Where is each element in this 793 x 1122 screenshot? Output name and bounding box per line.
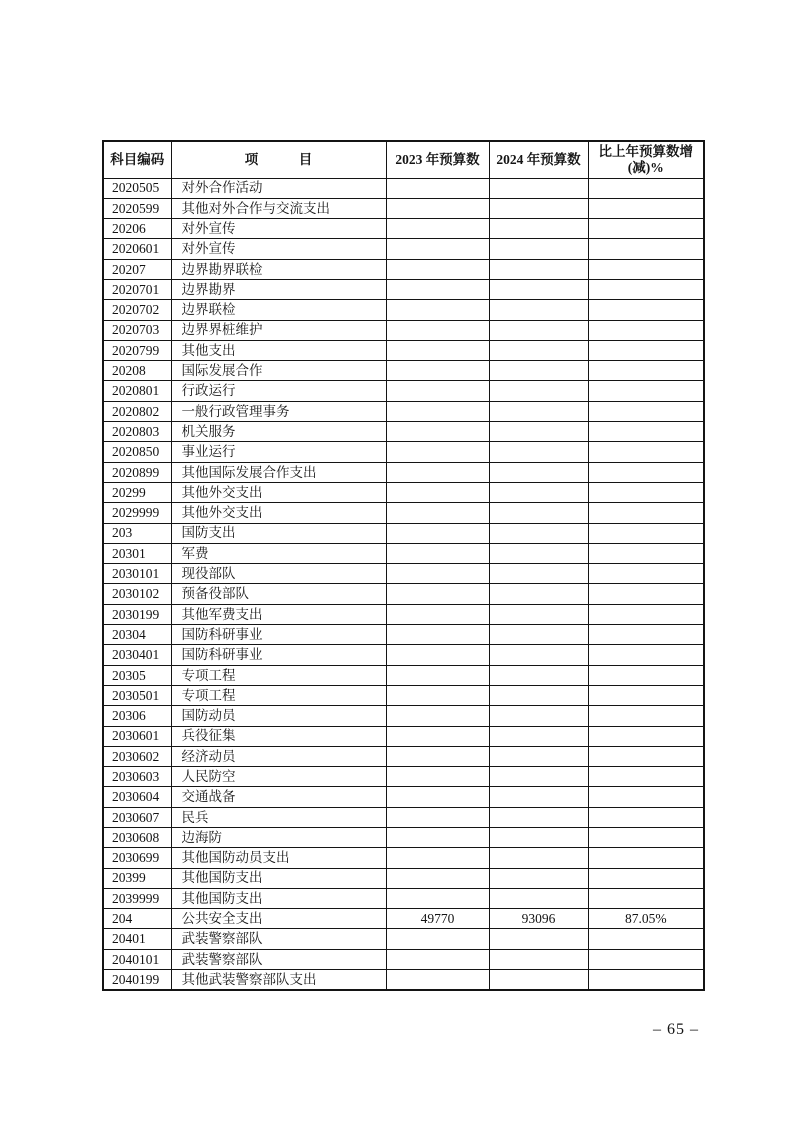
- cell-item: 其他武装警察部队支出: [171, 970, 386, 990]
- cell-pct: [588, 625, 704, 645]
- table-row: [103, 482, 704, 502]
- cell-code: 20304: [103, 625, 171, 645]
- cell-item: 边界勘界联检: [171, 259, 386, 279]
- table-row: [103, 178, 704, 198]
- cell-y2023: [386, 401, 489, 421]
- cell-y2023: [386, 198, 489, 218]
- cell-item: 国防科研事业: [171, 645, 386, 665]
- cell-y2024: [489, 381, 588, 401]
- cell-y2023: [386, 219, 489, 239]
- cell-pct: [588, 178, 704, 198]
- column-header-y2023: 2023 年预算数: [386, 141, 489, 178]
- cell-item: 交通战备: [171, 787, 386, 807]
- cell-code: 2030604: [103, 787, 171, 807]
- cell-pct: [588, 259, 704, 279]
- cell-y2023: [386, 422, 489, 442]
- cell-item: 武装警察部队: [171, 949, 386, 969]
- cell-y2023: [386, 767, 489, 787]
- table-header-row: [103, 141, 704, 178]
- cell-pct: [588, 868, 704, 888]
- cell-y2023: [386, 807, 489, 827]
- table-row: [103, 300, 704, 320]
- cell-y2024: [489, 259, 588, 279]
- cell-code: 20305: [103, 665, 171, 685]
- cell-code: 2020799: [103, 340, 171, 360]
- cell-code: 2020599: [103, 198, 171, 218]
- cell-code: 2020801: [103, 381, 171, 401]
- cell-pct: [588, 584, 704, 604]
- cell-code: 2029999: [103, 503, 171, 523]
- cell-item: 边海防: [171, 828, 386, 848]
- column-header-pct: 比上年预算数增(减)%: [588, 141, 704, 178]
- cell-pct: [588, 787, 704, 807]
- cell-y2023: [386, 239, 489, 259]
- table-row: [103, 746, 704, 766]
- cell-code: 2030501: [103, 685, 171, 705]
- cell-item: 对外合作活动: [171, 178, 386, 198]
- cell-y2023: [386, 848, 489, 868]
- table-row: [103, 604, 704, 624]
- cell-y2023: [386, 279, 489, 299]
- cell-pct: [588, 888, 704, 908]
- cell-y2023: [386, 361, 489, 381]
- cell-code: 2030102: [103, 584, 171, 604]
- table-row: [103, 929, 704, 949]
- table-row: [103, 625, 704, 645]
- cell-code: 2020601: [103, 239, 171, 259]
- cell-y2023: [386, 787, 489, 807]
- table-row: [103, 767, 704, 787]
- cell-pct: [588, 746, 704, 766]
- cell-pct: [588, 645, 704, 665]
- cell-y2023: [386, 665, 489, 685]
- cell-y2023: [386, 726, 489, 746]
- table-row: [103, 259, 704, 279]
- cell-code: 2030607: [103, 807, 171, 827]
- cell-pct: [588, 685, 704, 705]
- table-row: [103, 198, 704, 218]
- cell-item: 人民防空: [171, 767, 386, 787]
- cell-y2023: [386, 300, 489, 320]
- cell-item: 武装警察部队: [171, 929, 386, 949]
- table-row: [103, 949, 704, 969]
- cell-y2024: [489, 787, 588, 807]
- cell-y2023: [386, 949, 489, 969]
- cell-y2024: [489, 279, 588, 299]
- cell-item: 经济动员: [171, 746, 386, 766]
- cell-pct: [588, 929, 704, 949]
- table-row: [103, 807, 704, 827]
- cell-y2024: [489, 685, 588, 705]
- column-header-y2024: 2024 年预算数: [489, 141, 588, 178]
- cell-pct: [588, 523, 704, 543]
- cell-y2024: [489, 523, 588, 543]
- cell-pct: [588, 381, 704, 401]
- cell-y2024: [489, 401, 588, 421]
- table-row: [103, 462, 704, 482]
- table-row: [103, 279, 704, 299]
- cell-code: 2030699: [103, 848, 171, 868]
- cell-pct: [588, 279, 704, 299]
- cell-y2023: [386, 503, 489, 523]
- cell-item: 其他军费支出: [171, 604, 386, 624]
- cell-code: 20207: [103, 259, 171, 279]
- cell-item: 其他国防支出: [171, 868, 386, 888]
- cell-y2024: [489, 503, 588, 523]
- cell-y2024: [489, 706, 588, 726]
- cell-code: 2030199: [103, 604, 171, 624]
- cell-y2023: [386, 828, 489, 848]
- table-row: [103, 239, 704, 259]
- table-row: [103, 523, 704, 543]
- budget-table: [102, 140, 705, 991]
- table-row: [103, 726, 704, 746]
- cell-code: 2020703: [103, 320, 171, 340]
- cell-y2024: [489, 320, 588, 340]
- cell-y2024: [489, 462, 588, 482]
- cell-code: 20301: [103, 543, 171, 563]
- cell-y2023: [386, 462, 489, 482]
- cell-y2023: [386, 625, 489, 645]
- cell-pct: [588, 767, 704, 787]
- cell-item: 国际发展合作: [171, 361, 386, 381]
- cell-y2023: [386, 584, 489, 604]
- cell-y2024: [489, 625, 588, 645]
- cell-y2024: [489, 340, 588, 360]
- cell-y2023: [386, 482, 489, 502]
- cell-y2024: [489, 219, 588, 239]
- cell-item: 现役部队: [171, 564, 386, 584]
- cell-item: 公共安全支出: [171, 909, 386, 929]
- cell-pct: [588, 543, 704, 563]
- cell-item: 其他对外合作与交流支出: [171, 198, 386, 218]
- cell-y2024: [489, 767, 588, 787]
- cell-code: 2020899: [103, 462, 171, 482]
- cell-code: 2020701: [103, 279, 171, 299]
- table-row: [103, 888, 704, 908]
- cell-y2023: 49770: [386, 909, 489, 929]
- cell-item: 民兵: [171, 807, 386, 827]
- cell-y2024: 93096: [489, 909, 588, 929]
- cell-pct: 87.05%: [588, 909, 704, 929]
- cell-code: 2020802: [103, 401, 171, 421]
- cell-item: 对外宣传: [171, 219, 386, 239]
- cell-item: 事业运行: [171, 442, 386, 462]
- cell-pct: [588, 361, 704, 381]
- column-header-code: 科目编码: [103, 141, 171, 178]
- cell-y2024: [489, 198, 588, 218]
- cell-code: 204: [103, 909, 171, 929]
- cell-pct: [588, 706, 704, 726]
- cell-item: 其他国防动员支出: [171, 848, 386, 868]
- cell-code: 20401: [103, 929, 171, 949]
- column-header-item: 项 目: [171, 141, 386, 178]
- table-row: [103, 645, 704, 665]
- table-row: [103, 340, 704, 360]
- cell-y2023: [386, 868, 489, 888]
- cell-item: 专项工程: [171, 685, 386, 705]
- cell-code: 2020803: [103, 422, 171, 442]
- cell-y2024: [489, 239, 588, 259]
- cell-y2023: [386, 888, 489, 908]
- cell-item: 机关服务: [171, 422, 386, 442]
- cell-y2023: [386, 929, 489, 949]
- cell-y2024: [489, 584, 588, 604]
- cell-code: 2030401: [103, 645, 171, 665]
- cell-y2024: [489, 746, 588, 766]
- table-row: [103, 848, 704, 868]
- cell-pct: [588, 198, 704, 218]
- cell-item: 对外宣传: [171, 239, 386, 259]
- table-row: [103, 219, 704, 239]
- cell-item: 国防科研事业: [171, 625, 386, 645]
- table-row: [103, 970, 704, 990]
- cell-code: 2020702: [103, 300, 171, 320]
- cell-code: 20299: [103, 482, 171, 502]
- cell-pct: [588, 604, 704, 624]
- cell-item: 预备役部队: [171, 584, 386, 604]
- cell-code: 2030602: [103, 746, 171, 766]
- cell-item: 军费: [171, 543, 386, 563]
- cell-y2023: [386, 178, 489, 198]
- cell-pct: [588, 340, 704, 360]
- cell-code: 20306: [103, 706, 171, 726]
- cell-y2023: [386, 320, 489, 340]
- cell-y2023: [386, 645, 489, 665]
- cell-pct: [588, 503, 704, 523]
- table-row: [103, 706, 704, 726]
- cell-code: 2040101: [103, 949, 171, 969]
- cell-y2023: [386, 604, 489, 624]
- cell-y2023: [386, 746, 489, 766]
- table-row: [103, 442, 704, 462]
- table-row: [103, 828, 704, 848]
- cell-item: 专项工程: [171, 665, 386, 685]
- cell-item: 国防支出: [171, 523, 386, 543]
- cell-pct: [588, 239, 704, 259]
- cell-y2024: [489, 361, 588, 381]
- cell-code: 2030101: [103, 564, 171, 584]
- cell-item: 国防动员: [171, 706, 386, 726]
- cell-item: 边界勘界: [171, 279, 386, 299]
- cell-y2024: [489, 482, 588, 502]
- cell-pct: [588, 462, 704, 482]
- cell-y2024: [489, 300, 588, 320]
- table-row: [103, 381, 704, 401]
- cell-pct: [588, 949, 704, 969]
- cell-y2024: [489, 828, 588, 848]
- cell-y2024: [489, 178, 588, 198]
- cell-code: 2030601: [103, 726, 171, 746]
- cell-pct: [588, 665, 704, 685]
- cell-y2024: [489, 543, 588, 563]
- cell-item: 一般行政管理事务: [171, 401, 386, 421]
- cell-pct: [588, 726, 704, 746]
- cell-code: 2040199: [103, 970, 171, 990]
- cell-item: 兵役征集: [171, 726, 386, 746]
- table-row: [103, 422, 704, 442]
- cell-item: 其他外交支出: [171, 482, 386, 502]
- cell-code: 2039999: [103, 888, 171, 908]
- cell-item: 其他国际发展合作支出: [171, 462, 386, 482]
- cell-pct: [588, 422, 704, 442]
- table-row: [103, 361, 704, 381]
- cell-item: 行政运行: [171, 381, 386, 401]
- table-row: [103, 564, 704, 584]
- table-row: [103, 665, 704, 685]
- cell-y2023: [386, 340, 489, 360]
- cell-item: 其他支出: [171, 340, 386, 360]
- cell-y2024: [489, 665, 588, 685]
- cell-pct: [588, 320, 704, 340]
- cell-code: 2030608: [103, 828, 171, 848]
- cell-item: 其他国防支出: [171, 888, 386, 908]
- cell-pct: [588, 970, 704, 990]
- table-row: [103, 503, 704, 523]
- table-row: [103, 868, 704, 888]
- page-number: – 65 –: [653, 1021, 699, 1038]
- table-row: [103, 401, 704, 421]
- cell-code: 203: [103, 523, 171, 543]
- cell-y2024: [489, 970, 588, 990]
- table-row: [103, 909, 704, 929]
- cell-pct: [588, 564, 704, 584]
- cell-pct: [588, 219, 704, 239]
- table-row: [103, 320, 704, 340]
- cell-y2024: [489, 868, 588, 888]
- cell-pct: [588, 828, 704, 848]
- cell-y2024: [489, 564, 588, 584]
- cell-y2024: [489, 888, 588, 908]
- cell-y2023: [386, 970, 489, 990]
- cell-y2024: [489, 949, 588, 969]
- cell-code: 2020850: [103, 442, 171, 462]
- cell-y2024: [489, 422, 588, 442]
- cell-y2024: [489, 645, 588, 665]
- cell-code: 20208: [103, 361, 171, 381]
- cell-y2023: [386, 564, 489, 584]
- cell-pct: [588, 807, 704, 827]
- cell-item: 边界界桩维护: [171, 320, 386, 340]
- cell-code: 2030603: [103, 767, 171, 787]
- cell-y2023: [386, 259, 489, 279]
- table-row: [103, 543, 704, 563]
- cell-y2024: [489, 929, 588, 949]
- cell-code: 20399: [103, 868, 171, 888]
- cell-code: 2020505: [103, 178, 171, 198]
- cell-item: 边界联检: [171, 300, 386, 320]
- cell-y2023: [386, 523, 489, 543]
- cell-pct: [588, 442, 704, 462]
- cell-y2023: [386, 381, 489, 401]
- cell-y2023: [386, 706, 489, 726]
- cell-pct: [588, 300, 704, 320]
- cell-y2023: [386, 685, 489, 705]
- table-row: [103, 787, 704, 807]
- cell-y2024: [489, 807, 588, 827]
- cell-y2023: [386, 543, 489, 563]
- cell-y2023: [386, 442, 489, 462]
- table-row: [103, 685, 704, 705]
- cell-y2024: [489, 726, 588, 746]
- cell-pct: [588, 482, 704, 502]
- cell-pct: [588, 848, 704, 868]
- cell-y2024: [489, 604, 588, 624]
- cell-code: 20206: [103, 219, 171, 239]
- cell-y2024: [489, 442, 588, 462]
- table-row: [103, 584, 704, 604]
- cell-pct: [588, 401, 704, 421]
- cell-y2024: [489, 848, 588, 868]
- cell-item: 其他外交支出: [171, 503, 386, 523]
